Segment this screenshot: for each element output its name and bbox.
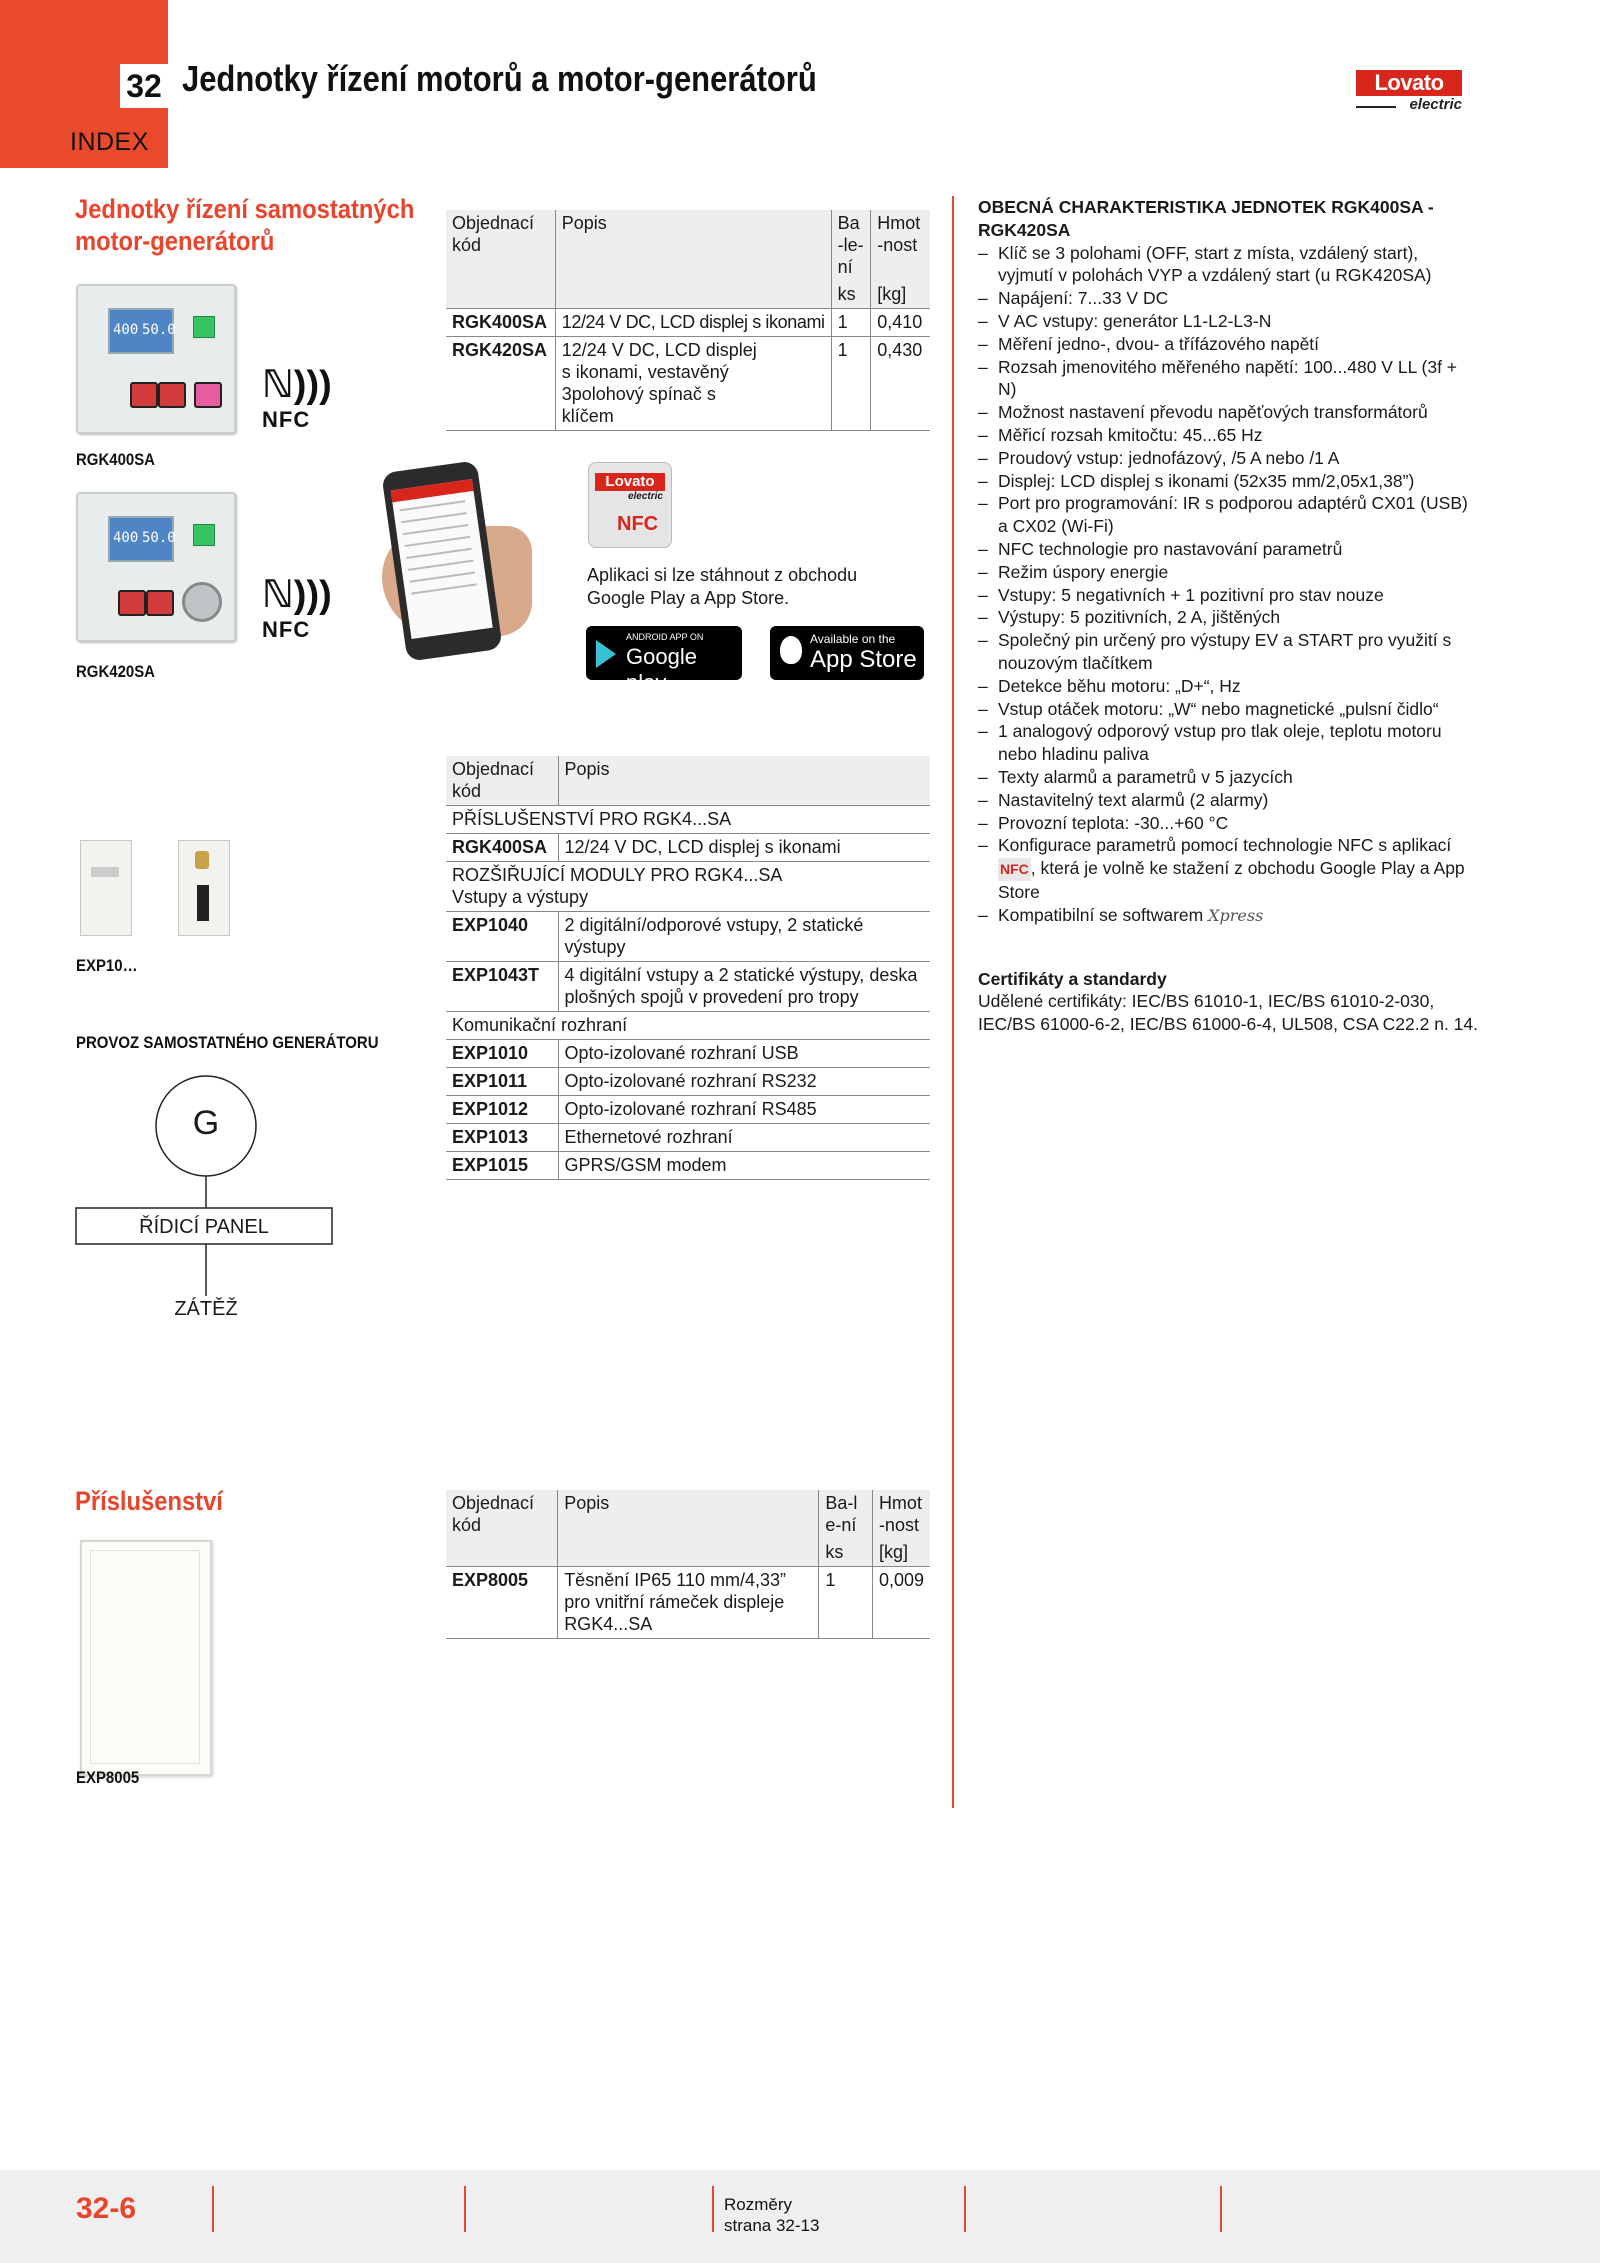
exp-module-image-1 bbox=[80, 840, 132, 936]
app-icon-sub: electric bbox=[627, 491, 663, 502]
apple-icon bbox=[780, 636, 802, 664]
module-port bbox=[197, 885, 209, 921]
product-desc: 2 digitální/odporové vstupy, 2 statické výstupy bbox=[558, 912, 930, 962]
feature-item: – NFC technologie pro nastavování parametrů bbox=[978, 538, 1478, 561]
nfc-label-2: NFC bbox=[262, 617, 311, 642]
product-code: RGK420SA bbox=[446, 337, 555, 431]
footer-divider bbox=[964, 2186, 966, 2232]
product-pack: 1 bbox=[831, 337, 871, 431]
spacer bbox=[978, 928, 1478, 968]
unit-pack: ks bbox=[819, 1539, 873, 1567]
app-download-text: Aplikaci si lze stáhnout z obchodu Google Play a App Store. bbox=[587, 565, 858, 608]
footer-divider bbox=[464, 2186, 466, 2232]
feature-item: – Proudový vstup: jednofázový, /5 A nebo /1 A bbox=[978, 447, 1478, 470]
logo-sub: electric bbox=[1409, 96, 1462, 113]
lcd-value-2: 50.0 bbox=[142, 530, 176, 546]
nfc-item-text-b: , která je volně ke stažení z obchodu Google Play a App Store bbox=[998, 858, 1465, 902]
feature-item: – Měřicí rozsah kmitočtu: 45...65 Hz bbox=[978, 424, 1478, 447]
table-row bbox=[446, 962, 930, 1012]
phone-body bbox=[381, 460, 503, 662]
app-icon-nfc: NFC bbox=[617, 513, 659, 535]
footer-divider bbox=[212, 2186, 214, 2232]
group-heading: ROZŠIŘUJÍCÍ MODULY PRO RGK4...SA bbox=[452, 865, 783, 885]
feature-item: – Napájení: 7...33 V DC bbox=[978, 287, 1478, 310]
lovato-nfc-app-icon bbox=[588, 462, 672, 548]
google-play-badge[interactable] bbox=[586, 626, 742, 695]
product-weight: 0,009 bbox=[872, 1567, 930, 1639]
table-row bbox=[446, 1124, 930, 1152]
device-lcd bbox=[108, 516, 174, 562]
feature-item: – Nastavitelný text alarmů (2 alarmy) bbox=[978, 789, 1478, 812]
device-button-2 bbox=[146, 590, 174, 616]
feature-item: – Možnost nastavení převodu napěťových transformátorů bbox=[978, 401, 1478, 424]
unit-empty bbox=[446, 281, 555, 309]
column-divider bbox=[952, 196, 954, 1808]
dimensions-page: strana 32-13 bbox=[724, 2216, 820, 2235]
green-led bbox=[193, 316, 215, 338]
exp-module-image-2 bbox=[178, 840, 230, 936]
product-code: EXP1012 bbox=[446, 1096, 558, 1124]
table-row bbox=[446, 912, 930, 962]
page-title: Jednotky řízení motorů a motor-generátorů bbox=[182, 58, 817, 99]
feature-item: – Klíč se 3 polohami (OFF, start z místa, vzdálený start), vyjmutí v polohách VYP a vzdálený start (u RGK420SA) bbox=[978, 242, 1478, 288]
product-desc: 12/24 V DC, LCD displej s ikonami bbox=[558, 834, 930, 862]
feature-item: – Vstupy: 5 negativních + 1 pozitivní pro stav nouze bbox=[978, 584, 1478, 607]
accessories-table bbox=[446, 756, 930, 1180]
product-code: RGK400SA bbox=[446, 834, 558, 862]
feature-item: – Vstup otáček motoru: „W“ nebo magnetické „pulsní čidlo“ bbox=[978, 698, 1478, 721]
app-bar bbox=[391, 479, 474, 502]
feature-item: – Detekce běhu motoru: „D+“, Hz bbox=[978, 675, 1478, 698]
chapter-number: 32 bbox=[120, 64, 168, 108]
group-subheading: Vstupy a výstupy bbox=[446, 886, 930, 912]
unit-empty bbox=[555, 281, 831, 309]
group-heading: PŘÍSLUŠENSTVÍ PRO RGK4...SA bbox=[446, 806, 930, 834]
diagram-panel-label: ŘÍDICÍ PANEL bbox=[139, 1216, 269, 1238]
feature-item: – Port pro programování: IR s podporou adaptérů CX01 (USB) a CX02 (Wi-Fi) bbox=[978, 492, 1478, 538]
phone-screen bbox=[391, 479, 493, 639]
unit-empty bbox=[446, 1539, 558, 1567]
col-header-code: Objednací kód bbox=[446, 1490, 558, 1539]
col-header-desc: Popis bbox=[558, 756, 930, 806]
device-button-1 bbox=[118, 590, 146, 616]
rgk420sa-device-image bbox=[76, 492, 236, 642]
app-lines bbox=[399, 500, 465, 511]
feature-item: – Režim úspory energie bbox=[978, 561, 1478, 584]
cert-text: Udělené certifikáty: IEC/BS 61010-1, IEC/BS 61010-2-030, IEC/BS 61000-6-2, IEC/BS 61000-6-4, UL508, CSA C22.2 n. 14. bbox=[978, 991, 1479, 1035]
product-weight: 0,410 bbox=[871, 309, 930, 337]
app-store-badge[interactable] bbox=[770, 626, 924, 680]
product-desc: Opto-izolované rozhraní RS232 bbox=[558, 1068, 930, 1096]
caption-exp10: EXP10… bbox=[76, 956, 138, 975]
product-code: EXP1011 bbox=[446, 1068, 558, 1096]
exp8005-gasket-image bbox=[80, 1540, 212, 1776]
lcd-value-1: 400 bbox=[113, 530, 139, 546]
feature-item: – Provozní teplota: -30...+60 °C bbox=[978, 812, 1478, 835]
section3-title: Příslušenství bbox=[75, 1486, 223, 1516]
table-row bbox=[446, 1068, 930, 1096]
google-play-small: ANDROID APP ON bbox=[626, 632, 704, 642]
table-row bbox=[446, 1096, 930, 1124]
xpress-logo: Xpress bbox=[1208, 905, 1264, 925]
col-header-pack: Ba-le-ní bbox=[819, 1490, 873, 1539]
rgk-product-table bbox=[446, 210, 930, 431]
caption-rgk400sa: RGK400SA bbox=[76, 450, 155, 469]
index-link[interactable]: INDEX bbox=[70, 128, 149, 156]
col-header-desc: Popis bbox=[558, 1490, 819, 1539]
feature-item-nfc bbox=[978, 834, 1478, 903]
unit-weight: [kg] bbox=[872, 1539, 930, 1567]
features-title: OBECNÁ CHARAKTERISTIKA JEDNOTEK RGK400SA - RGK420SA bbox=[978, 197, 1434, 240]
group-heading: Komunikační rozhraní bbox=[446, 1012, 930, 1040]
feature-item: – Displej: LCD displej s ikonami (52x35 mm/2,05x1,38”) bbox=[978, 470, 1478, 493]
diagram-generator-label: G bbox=[192, 1104, 220, 1142]
device-button-3 bbox=[194, 382, 222, 408]
feature-item: – Rozsah jmenovitého měřeného napětí: 100...480 V LL (3f + N) bbox=[978, 356, 1478, 402]
product-desc: 4 digitální vstupy a 2 statické výstupy, deska plošných spojů v provedení pro tropy bbox=[558, 962, 930, 1012]
product-code: EXP1010 bbox=[446, 1040, 558, 1068]
product-desc: 12/24 V DC, LCD displej s ikonami bbox=[555, 309, 831, 337]
logo-line bbox=[1356, 106, 1396, 108]
product-desc: Opto-izolované rozhraní USB bbox=[558, 1040, 930, 1068]
diagram-load-label: ZÁTĚŽ bbox=[174, 1298, 238, 1320]
product-desc: Ethernetové rozhraní bbox=[558, 1124, 930, 1152]
table-row bbox=[446, 337, 930, 431]
col-header-desc: Popis bbox=[555, 210, 831, 281]
section1-title-line2: motor-generátorů bbox=[75, 226, 275, 256]
product-weight: 0,430 bbox=[871, 337, 930, 431]
nfc-app-icon: NFC bbox=[998, 858, 1031, 881]
nfc-label-1: NFC bbox=[262, 407, 311, 432]
product-code: EXP1015 bbox=[446, 1152, 558, 1180]
col-header-weight: Hmot-nost bbox=[872, 1490, 930, 1539]
cert-title: Certifikáty a standardy bbox=[978, 968, 1167, 989]
google-play-icon bbox=[596, 640, 616, 668]
product-code: EXP1013 bbox=[446, 1124, 558, 1152]
caption-rgk420sa: RGK420SA bbox=[76, 662, 155, 681]
rgk400sa-device-image bbox=[76, 284, 236, 434]
app-store-small: Available on the bbox=[810, 632, 896, 646]
feature-item: – Výstupy: 5 pozitivních, 2 A, jištěných bbox=[978, 606, 1478, 629]
product-desc: 12/24 V DC, LCD displej s ikonami, vestavěný 3polohový spínač s klíčem bbox=[555, 337, 831, 431]
product-code: RGK400SA bbox=[446, 309, 555, 337]
feature-item: – Měření jedno-, dvou- a třífázového napětí bbox=[978, 333, 1478, 356]
device-button-2 bbox=[158, 382, 186, 408]
col-header-code: Objednací kód bbox=[446, 210, 555, 281]
footer-divider bbox=[1220, 2186, 1222, 2232]
unit-pack: ks bbox=[831, 281, 871, 309]
dimensions-link[interactable] bbox=[724, 2194, 819, 2236]
module-label bbox=[91, 867, 119, 877]
nfc-item-text-a: Konfigurace parametrů pomocí technologie NFC s aplikací bbox=[998, 835, 1452, 856]
gasket-inner bbox=[90, 1550, 200, 1764]
section1-title-line1: Jednotky řízení samostatných bbox=[75, 194, 415, 224]
page-number: 32-6 bbox=[76, 2192, 137, 2225]
col-header-code: Objednací kód bbox=[446, 756, 558, 806]
device-button-1 bbox=[130, 382, 158, 408]
nfc-icon-1 bbox=[262, 362, 332, 433]
product-code: EXP1043T bbox=[446, 962, 558, 1012]
lovato-logo bbox=[1356, 70, 1462, 114]
dimensions-label: Rozměry bbox=[724, 2195, 793, 2214]
caption-exp8005: EXP8005 bbox=[76, 1768, 140, 1787]
app-store-big: App Store bbox=[810, 646, 917, 673]
product-desc: Těsnění IP65 110 mm/4,33” pro vnitřní rámeček displeje RGK4...SA bbox=[558, 1567, 819, 1639]
phone-app-image bbox=[362, 456, 572, 676]
xpress-item-text: Kompatibilní se softwarem bbox=[998, 904, 1204, 925]
product-desc: GPRS/GSM modem bbox=[558, 1152, 930, 1180]
app-icon-brand: Lovato bbox=[595, 473, 665, 491]
col-header-weight: Hmot-nost bbox=[871, 210, 930, 281]
nfc-icon-2 bbox=[262, 572, 332, 643]
device-lcd bbox=[108, 308, 174, 354]
lcd-value-2: 50.0 bbox=[142, 322, 176, 338]
product-code: EXP8005 bbox=[446, 1567, 558, 1639]
gasket-table bbox=[446, 1490, 930, 1639]
table-row bbox=[446, 1152, 930, 1180]
product-code: EXP1040 bbox=[446, 912, 558, 962]
feature-item: – V AC vstupy: generátor L1-L2-L3-N bbox=[978, 310, 1478, 333]
table-row bbox=[446, 1040, 930, 1068]
feature-item: – Texty alarmů a parametrů v 5 jazycích bbox=[978, 766, 1478, 789]
features-list bbox=[978, 196, 1478, 1036]
section1-title bbox=[75, 193, 414, 257]
product-pack: 1 bbox=[819, 1567, 873, 1639]
module-connector bbox=[195, 851, 209, 869]
diagram-title: PROVOZ SAMOSTATNÉHO GENERÁTORU bbox=[76, 1033, 379, 1052]
col-header-pack: Ba-le-ní bbox=[831, 210, 871, 281]
feature-item: – Společný pin určený pro výstupy EV a START pro využití s nouzovým tlačítkem bbox=[978, 629, 1478, 675]
unit-empty bbox=[558, 1539, 819, 1567]
product-pack: 1 bbox=[831, 309, 871, 337]
key-switch bbox=[182, 582, 222, 622]
lcd-value-1: 400 bbox=[113, 322, 139, 338]
nfc-waves-icon: ℕ))) bbox=[262, 574, 332, 616]
nfc-waves-icon: ℕ))) bbox=[262, 364, 332, 406]
table-row bbox=[446, 1567, 930, 1639]
feature-item-xpress bbox=[978, 904, 1478, 928]
table-row bbox=[446, 309, 930, 337]
unit-weight: [kg] bbox=[871, 281, 930, 309]
footer-divider bbox=[712, 2186, 714, 2232]
product-desc: Opto-izolované rozhraní RS485 bbox=[558, 1096, 930, 1124]
green-led bbox=[193, 524, 215, 546]
logo-brand: Lovato bbox=[1356, 70, 1462, 96]
feature-item: – 1 analogový odporový vstup pro tlak oleje, teplotu motoru nebo hladinu paliva bbox=[978, 720, 1478, 766]
table-row bbox=[446, 834, 930, 862]
google-play-big: Google play bbox=[626, 644, 697, 695]
